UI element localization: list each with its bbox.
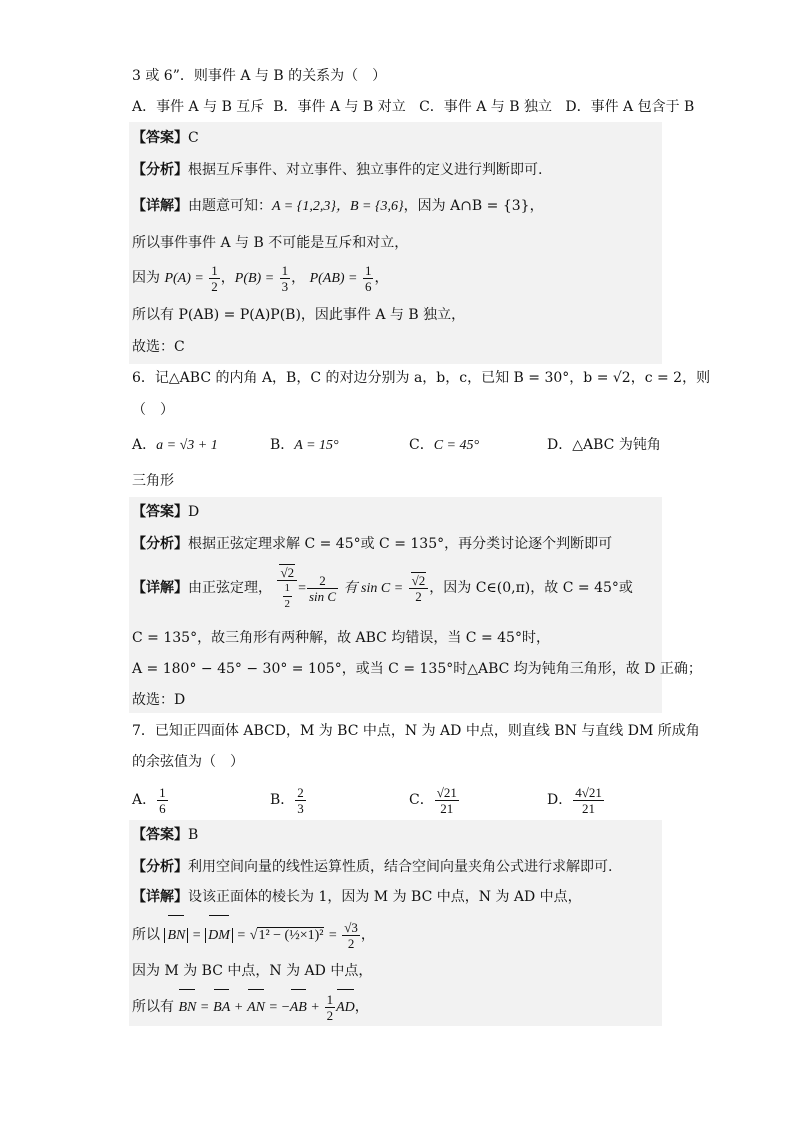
detail-text: 设该正面体的棱长为 1，因为 M 为 BC 中点，N 为 AD 中点， (188, 889, 582, 905)
frac-num: 1 (281, 262, 289, 278)
frac-den: 6 (364, 278, 372, 294)
frac-den: 2 (415, 588, 422, 604)
half-fraction (325, 992, 336, 1023)
set-definitions: A = {1,2,3}，B = {3,6} (272, 199, 404, 214)
option-label: D． (547, 437, 573, 453)
answer-tag: 【答案】 (132, 827, 188, 843)
frac-num: 4√21 (575, 784, 602, 800)
answer-tag: 【答案】 (132, 504, 188, 520)
sinC-label: 有 sin C = (343, 581, 404, 596)
equals: = (298, 581, 306, 596)
frac-den: 2 (347, 935, 355, 951)
option-fraction (435, 785, 459, 816)
equals: = (269, 1000, 278, 1015)
equals: = (328, 928, 337, 943)
q5-answer (132, 127, 199, 149)
option-label: D． (547, 792, 573, 808)
q5-line2: 所以事件事件 A 与 B 不可能是互斥和对立， (132, 235, 409, 251)
interval-text: ，因为 C∈(0,π)，故 C = 45°或 (429, 580, 633, 596)
q7-detail (132, 886, 582, 908)
option-label: A． (132, 792, 157, 808)
option-label: B． (270, 437, 295, 453)
q6-option-a (132, 434, 218, 457)
frac-den (277, 581, 297, 612)
option-value: A = 15° (294, 438, 339, 453)
frac-den: 2 (284, 597, 291, 610)
comma: ， (291, 270, 306, 286)
q7-analysis (132, 856, 612, 878)
vector-ab: AB (290, 991, 307, 1025)
option-label: C． (409, 792, 434, 808)
q6-answer (132, 501, 199, 523)
q6-analysis (132, 533, 612, 555)
q7-line3: 因为 M 为 BC 中点，N 为 AD 中点， (132, 963, 373, 979)
intersection-text: ，因为 A∩B = {3}， (403, 198, 544, 214)
plus: + (234, 1000, 243, 1015)
frac-num: 1 (326, 991, 334, 1007)
q6-option-c (409, 434, 479, 457)
q5-option-c: C．事件 A 与 B 独立 (419, 99, 552, 115)
sqrt-2: √2 (411, 572, 426, 588)
q6-option-b (270, 434, 339, 457)
option-value: △ABC 为钝角 (572, 437, 661, 453)
detail-tag: 【详解】 (132, 580, 188, 596)
detail-text: 由正弦定理， (188, 580, 272, 596)
result-fraction (342, 920, 360, 951)
so-text: 所以有 (132, 999, 174, 1015)
comma: ， (360, 927, 375, 943)
q5-option-d: D．事件 A 包含于 B (565, 99, 695, 115)
frac-num: 1 (364, 262, 372, 278)
equals: = (237, 928, 246, 943)
analysis-text: 根据互斥事件、对立事件、独立事件的定义进行判断即可. (188, 162, 543, 178)
plus: + (311, 1000, 320, 1015)
comma: ， (220, 270, 235, 286)
q6-option-d (547, 434, 661, 456)
q5-option-a: A．事件 A 与 B 互斥 (132, 99, 265, 115)
frac-num (277, 565, 297, 581)
frac-num: √21 (436, 784, 457, 800)
option-value: a = √3 + 1 (156, 438, 218, 453)
analysis-tag: 【分析】 (132, 536, 188, 552)
pab-fraction (363, 263, 374, 294)
sqrt-2: √2 (280, 564, 295, 580)
equals: = (200, 1000, 209, 1015)
pa-label: P(A) = (164, 271, 204, 286)
q6-line2: C = 135°，故三角形有两种解，故 ABC 均错误，当 C = 45°时， (132, 630, 550, 646)
vector-ad: AD (336, 991, 355, 1025)
so-text: 所以 (132, 927, 160, 943)
q5-detail (132, 195, 544, 218)
sqrt-expression: √1² − (½×1)² (249, 928, 324, 943)
comma: ， (374, 270, 389, 286)
q5-conclusion: 故选：C (132, 339, 185, 355)
answer-value: B (188, 827, 199, 843)
analysis-tag: 【分析】 (132, 859, 188, 875)
frac-den: sin C (309, 588, 337, 604)
frac-den: 3 (281, 278, 289, 294)
q6-options (132, 434, 662, 456)
pb-label: P(B) = (234, 271, 275, 286)
q5-line3 (132, 260, 388, 297)
option-fraction (157, 785, 168, 816)
q5-stem-tail: 3 或 6”．则事件 A 与 B 的关系为（ ） (132, 68, 387, 84)
q7-line2 (132, 916, 375, 955)
answer-value: C (188, 130, 199, 146)
q7-stem: 7．已知正四面体 ABCD，M 为 BC 中点，N 为 AD 中点，则直线 BN 与直线 DM 所成角 (132, 723, 700, 739)
pab-label: P(AB) = (309, 271, 358, 286)
vector-bn: BN (167, 917, 185, 955)
q7-stem-cont: 的余弦值为（ ） (132, 754, 244, 770)
frac-den: 6 (159, 800, 166, 816)
frac-num: 2 (307, 573, 338, 589)
option-value: C = 45° (433, 438, 480, 453)
q6-stem-paren: （ ） (132, 402, 174, 418)
pb-fraction (280, 263, 291, 294)
frac-den: 2 (326, 1007, 334, 1023)
q6-option-d-cont: 三角形 (132, 473, 174, 489)
analysis-text: 利用空间向量的线性运算性质，结合空间向量夹角公式进行求解即可. (188, 859, 613, 875)
frac-den: 21 (582, 800, 596, 816)
q5-options (132, 96, 695, 118)
q6-stem: 6．记△ABC 的内角 A，B，C 的对边分别为 a，b，c，已知 B = 30°，b = √2，c = 2，则 (132, 370, 711, 386)
half-fraction (283, 581, 293, 612)
option-label: C． (409, 437, 434, 453)
option-label: A． (132, 437, 157, 453)
minus: − (281, 1000, 290, 1015)
sine-law-left (277, 565, 297, 612)
analysis-text: 根据正弦定理求解 C = 45°或 C = 135°，再分类讨论逐个判断即可 (188, 536, 613, 552)
option-label: B． (270, 792, 295, 808)
q5-analysis (132, 159, 542, 181)
q7-answer (132, 824, 198, 846)
equals: = (192, 928, 201, 943)
detail-tag: 【详解】 (132, 889, 188, 905)
q6-detail (132, 563, 633, 614)
q6-line3: A = 180° − 45° − 30° = 105°，或当 C = 135°时△ABC 均为钝角三角形，故 D 正确； (132, 661, 702, 677)
sqrt-body: 1² − (½×1)² (258, 928, 324, 943)
answer-value: D (188, 504, 200, 520)
vector-dm: DM (208, 917, 230, 955)
q6-conclusion: 故选：D (132, 692, 186, 708)
detail-tag: 【详解】 (132, 198, 188, 214)
q7-option-c (409, 781, 460, 819)
vector-bn: BN (178, 991, 196, 1025)
q7-option-d (547, 781, 605, 819)
comma: ， (354, 999, 369, 1015)
frac-den: 21 (440, 800, 454, 816)
abs-dm (205, 928, 233, 943)
option-fraction (573, 785, 604, 816)
q7-options (132, 781, 662, 819)
q7-option-a (132, 781, 169, 819)
vector-an: AN (247, 991, 265, 1025)
answer-tag: 【答案】 (132, 130, 188, 146)
abs-bn (164, 928, 188, 943)
sine-law-right (307, 573, 338, 604)
because-text: 因为 (132, 270, 160, 286)
frac-num (409, 573, 429, 589)
option-fraction (295, 785, 306, 816)
vector-ba: BA (213, 991, 230, 1025)
frac-num: √3 (344, 919, 358, 935)
q5-option-b: B．事件 A 与 B 对立 (273, 99, 406, 115)
frac-num: 1 (211, 262, 218, 278)
frac-num: 1 (159, 784, 166, 800)
analysis-tag: 【分析】 (132, 162, 188, 178)
sinC-value (409, 573, 429, 604)
frac-den: 3 (297, 800, 304, 816)
detail-text: 由题意可知： (188, 198, 272, 214)
pa-fraction (209, 263, 220, 294)
frac-num: 1 (283, 581, 293, 597)
q7-option-b (270, 781, 307, 819)
q5-line4: 所以有 P(AB) = P(A)P(B)，因此事件 A 与 B 独立， (132, 307, 466, 323)
q7-line4 (132, 990, 369, 1025)
frac-den: 2 (211, 278, 218, 294)
frac-num: 2 (297, 784, 304, 800)
